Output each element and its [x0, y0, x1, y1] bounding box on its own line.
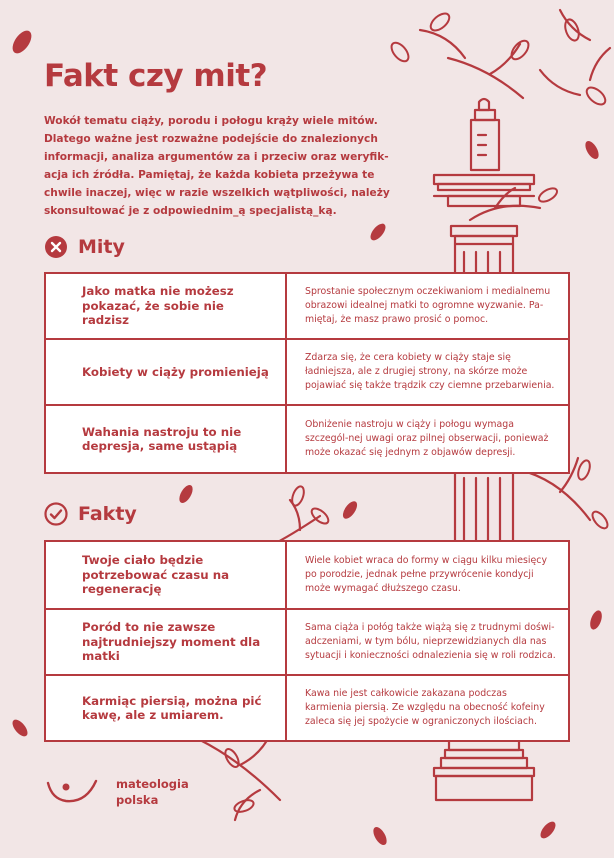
- brand-logo: [44, 776, 189, 808]
- fact-question: Poród to nie zawsze najtrudniejszy moment dla matki: [45, 609, 286, 675]
- fact-answer: Wiele kobiet wraca do formy w ciągu kilku miesięcy po porodzie, jednak pełne przywrócenie kondycji może wymagać dłuższego czasu.: [286, 541, 569, 609]
- table-row: [45, 609, 569, 675]
- table-row: [45, 675, 569, 741]
- check-circle-icon: [44, 502, 68, 526]
- intro-paragraph: Wokół tematu ciąży, porodu i połogu krąży wiele mitów. Dlatego ważne jest rozważne podejście do znalezionych informacji, analiza argumentów za i przeciw oraz weryfik-acja ich źródła. Pamiętaj, że każda kobieta przeżywa te chwile inaczej, więc w razie wszelkich wątpliwości, należy skonsultować je z odpowiednim_ą specjalistą_ką.: [44, 115, 390, 217]
- logo-line-1: mateologia: [116, 777, 189, 791]
- myths-heading-label: Mity: [78, 236, 125, 258]
- myth-question: Jako matka nie możesz pokazać, że sobie nie radzisz: [45, 273, 286, 339]
- myth-answer: Zdarza się, że cera kobiety w ciąży staje się ładniejsza, ale z drugiej strony, na skórze może pojawiać się także trądzik czy ciemne przebarwienia.: [286, 339, 569, 405]
- facts-heading: [44, 502, 137, 526]
- fact-question: Twoje ciało będzie potrzebować czasu na regenerację: [45, 541, 286, 609]
- fact-answer: Kawa nie jest całkowicie zakazana podczas karmienia piersią. Ze względu na obecność kofeiny zaleca się jej spożycie w ograniczonych ilościach.: [286, 675, 569, 741]
- fact-answer: Sama ciąża i połóg także wiążą się z trudnymi doświ-adczeniami, w tym bólu, nieprzewidzianych dla nas sytuacji i konieczności odnalezienia się w roli rodzica.: [286, 609, 569, 675]
- table-row: [45, 541, 569, 609]
- facts-heading-label: Fakty: [78, 503, 137, 525]
- myth-question: Kobiety w ciąży promienieją: [45, 339, 286, 405]
- table-row: [45, 339, 569, 405]
- page-title: Fakt czy mit?: [44, 58, 268, 94]
- facts-table: [44, 540, 570, 742]
- myth-answer: Sprostanie społecznym oczekiwaniom i medialnemu obrazowi idealnej matki to ogromne wyzwanie. Pa-miętaj, że masz prawo prosić o pomoc.: [286, 273, 569, 339]
- fact-question: Karmiąc piersią, można pić kawę, ale z umiarem.: [45, 675, 286, 741]
- myths-table: [44, 272, 570, 474]
- x-circle-icon: [44, 235, 68, 259]
- logo-text: [116, 776, 189, 808]
- logo-line-2: polska: [116, 793, 159, 807]
- myth-question: Wahania nastroju to nie depresja, same ustąpią: [45, 405, 286, 473]
- mateologia-logo-icon: [44, 777, 102, 807]
- table-row: [45, 405, 569, 473]
- myths-heading: [44, 235, 125, 259]
- bottle-icon: [471, 99, 499, 170]
- myth-answer: Obniżenie nastroju w ciąży i połogu wymaga szczegól-nej uwagi oraz pilnej obserwacji, ponieważ może okazać się jednym z objawów depresji.: [286, 405, 569, 473]
- table-row: [45, 273, 569, 339]
